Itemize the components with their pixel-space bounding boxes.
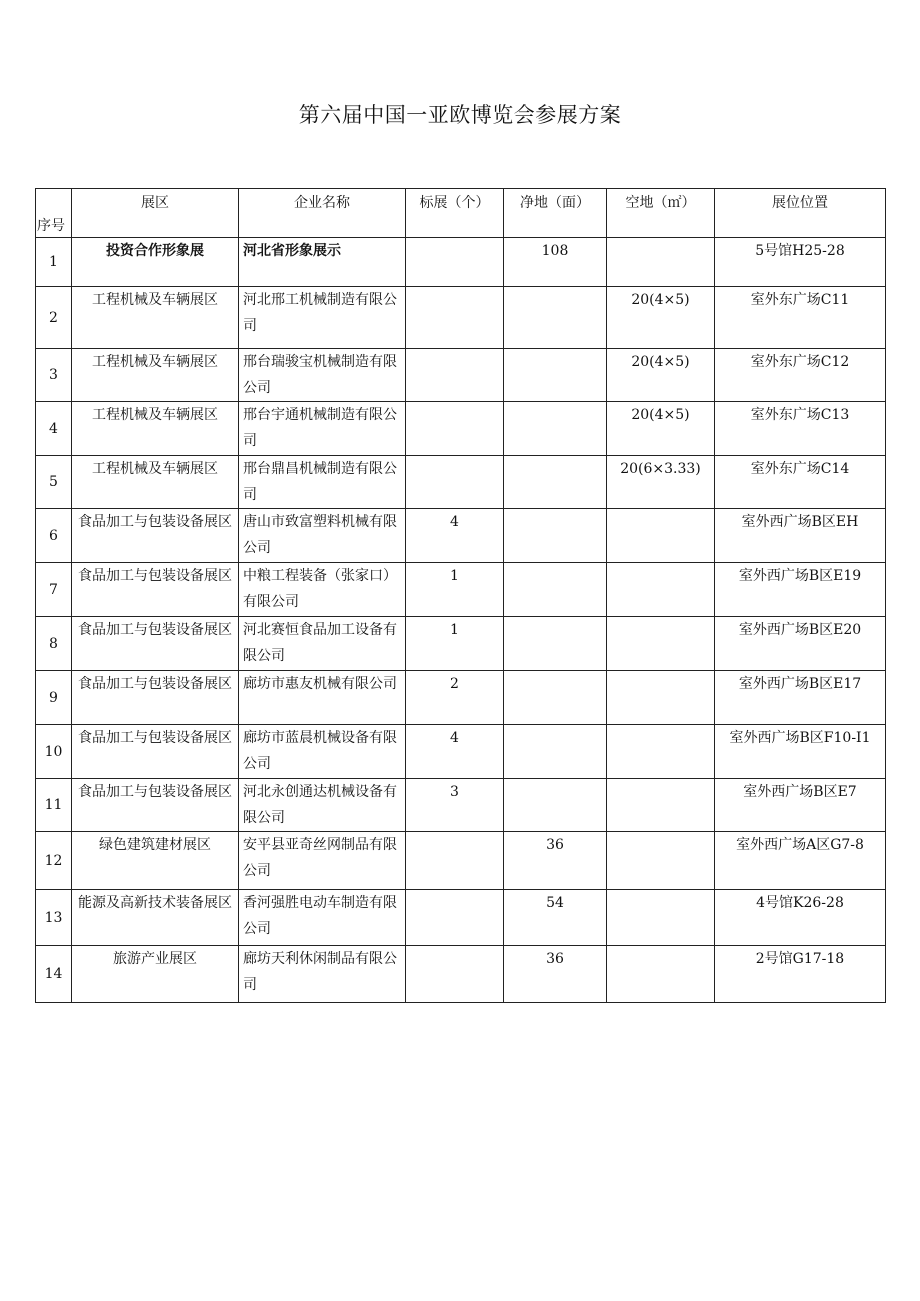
cell-net bbox=[504, 509, 607, 563]
cell-company: 廊坊天利休闲制品有限公司 bbox=[239, 946, 406, 1003]
cell-seq: 13 bbox=[36, 890, 72, 946]
cell-standard bbox=[406, 946, 504, 1003]
cell-open: 20(4×5) bbox=[607, 349, 715, 402]
cell-seq: 8 bbox=[36, 617, 72, 671]
table-row bbox=[36, 238, 886, 287]
cell-standard bbox=[406, 238, 504, 287]
cell-zone: 食品加工与包装设备展区 bbox=[72, 725, 239, 779]
header-company: 企业名称 bbox=[239, 189, 406, 238]
cell-open bbox=[607, 779, 715, 832]
table-row bbox=[36, 725, 886, 779]
cell-location: 室外西广场A区G7-8 bbox=[715, 832, 886, 890]
cell-location: 室外西广场B区E20 bbox=[715, 617, 886, 671]
cell-company: 河北省形象展示 bbox=[239, 238, 406, 287]
cell-standard bbox=[406, 456, 504, 509]
table-row bbox=[36, 402, 886, 456]
table-row bbox=[36, 509, 886, 563]
cell-company: 香河强胜电动车制造有限公司 bbox=[239, 890, 406, 946]
cell-open bbox=[607, 725, 715, 779]
cell-open bbox=[607, 509, 715, 563]
table-row bbox=[36, 671, 886, 725]
cell-company: 廊坊市蓝晨机械设备有限公司 bbox=[239, 725, 406, 779]
cell-net: 108 bbox=[504, 238, 607, 287]
exhibition-plan-table bbox=[35, 188, 886, 1003]
cell-zone: 食品加工与包装设备展区 bbox=[72, 671, 239, 725]
cell-net bbox=[504, 779, 607, 832]
cell-net bbox=[504, 349, 607, 402]
cell-net bbox=[504, 725, 607, 779]
cell-zone: 能源及高新技术装备展区 bbox=[72, 890, 239, 946]
cell-seq: 3 bbox=[36, 349, 72, 402]
cell-standard: 3 bbox=[406, 779, 504, 832]
cell-seq: 10 bbox=[36, 725, 72, 779]
cell-seq: 2 bbox=[36, 287, 72, 349]
cell-company: 河北邢工机械制造有限公司 bbox=[239, 287, 406, 349]
header-seq: 序号 bbox=[36, 189, 72, 238]
cell-open: 20(4×5) bbox=[607, 402, 715, 456]
header-standard: 标展（个） bbox=[406, 189, 504, 238]
cell-standard bbox=[406, 402, 504, 456]
cell-open: 20(6×3.33) bbox=[607, 456, 715, 509]
cell-net bbox=[504, 563, 607, 617]
cell-seq: 11 bbox=[36, 779, 72, 832]
cell-company: 邢台宇通机械制造有限公司 bbox=[239, 402, 406, 456]
cell-open bbox=[607, 890, 715, 946]
cell-net bbox=[504, 671, 607, 725]
cell-location: 室外东广场C12 bbox=[715, 349, 886, 402]
cell-location: 室外东广场C11 bbox=[715, 287, 886, 349]
cell-seq: 5 bbox=[36, 456, 72, 509]
table-row bbox=[36, 890, 886, 946]
cell-location: 2号馆G17-18 bbox=[715, 946, 886, 1003]
cell-open bbox=[607, 946, 715, 1003]
cell-standard: 2 bbox=[406, 671, 504, 725]
cell-net: 36 bbox=[504, 946, 607, 1003]
cell-standard: 4 bbox=[406, 725, 504, 779]
cell-location: 室外西广场B区F10-I1 bbox=[715, 725, 886, 779]
cell-open bbox=[607, 238, 715, 287]
table-row bbox=[36, 563, 886, 617]
cell-company: 河北永创通达机械设备有限公司 bbox=[239, 779, 406, 832]
cell-seq: 4 bbox=[36, 402, 72, 456]
cell-standard: 1 bbox=[406, 617, 504, 671]
cell-net: 36 bbox=[504, 832, 607, 890]
cell-standard: 1 bbox=[406, 563, 504, 617]
document-title: 第六届中国一亚欧博览会参展方案 bbox=[298, 103, 622, 127]
cell-zone: 投资合作形象展 bbox=[72, 238, 239, 287]
cell-open bbox=[607, 832, 715, 890]
table-header-row bbox=[36, 189, 886, 238]
cell-open bbox=[607, 617, 715, 671]
cell-zone: 食品加工与包装设备展区 bbox=[72, 563, 239, 617]
cell-standard: 4 bbox=[406, 509, 504, 563]
cell-location: 室外西广场B区EH bbox=[715, 509, 886, 563]
cell-zone: 食品加工与包装设备展区 bbox=[72, 779, 239, 832]
cell-seq: 6 bbox=[36, 509, 72, 563]
cell-open: 20(4×5) bbox=[607, 287, 715, 349]
cell-standard bbox=[406, 349, 504, 402]
cell-company: 河北赛恒食品加工设备有限公司 bbox=[239, 617, 406, 671]
cell-standard bbox=[406, 890, 504, 946]
cell-seq: 12 bbox=[36, 832, 72, 890]
table-row bbox=[36, 617, 886, 671]
cell-net bbox=[504, 287, 607, 349]
cell-company: 廊坊市惠友机械有限公司 bbox=[239, 671, 406, 725]
header-location: 展位位置 bbox=[715, 189, 886, 238]
table-row bbox=[36, 946, 886, 1003]
cell-location: 室外东广场C13 bbox=[715, 402, 886, 456]
cell-company: 邢台鼎昌机械制造有限公司 bbox=[239, 456, 406, 509]
cell-seq: 7 bbox=[36, 563, 72, 617]
table-row bbox=[36, 287, 886, 349]
cell-net bbox=[504, 456, 607, 509]
header-net: 净地（面） bbox=[504, 189, 607, 238]
cell-company: 邢台瑞骏宝机械制造有限公司 bbox=[239, 349, 406, 402]
table-row bbox=[36, 456, 886, 509]
cell-net: 54 bbox=[504, 890, 607, 946]
cell-location: 4号馆K26-28 bbox=[715, 890, 886, 946]
cell-open bbox=[607, 671, 715, 725]
cell-zone: 工程机械及车辆展区 bbox=[72, 287, 239, 349]
table-row bbox=[36, 779, 886, 832]
cell-seq: 9 bbox=[36, 671, 72, 725]
cell-zone: 工程机械及车辆展区 bbox=[72, 456, 239, 509]
cell-standard bbox=[406, 832, 504, 890]
cell-zone: 旅游产业展区 bbox=[72, 946, 239, 1003]
table-row bbox=[36, 832, 886, 890]
cell-location: 室外西广场B区E7 bbox=[715, 779, 886, 832]
cell-location: 室外西广场B区E19 bbox=[715, 563, 886, 617]
cell-net bbox=[504, 402, 607, 456]
cell-company: 安平县亚奇丝网制品有限公司 bbox=[239, 832, 406, 890]
header-open: 空地（㎡） bbox=[607, 189, 715, 238]
table-row bbox=[36, 349, 886, 402]
cell-location: 室外东广场C14 bbox=[715, 456, 886, 509]
cell-zone: 食品加工与包装设备展区 bbox=[72, 509, 239, 563]
cell-standard bbox=[406, 287, 504, 349]
cell-zone: 绿色建筑建材展区 bbox=[72, 832, 239, 890]
cell-seq: 14 bbox=[36, 946, 72, 1003]
cell-net bbox=[504, 617, 607, 671]
cell-company: 中粮工程装备（张家口）有限公司 bbox=[239, 563, 406, 617]
cell-open bbox=[607, 563, 715, 617]
header-zone: 展区 bbox=[72, 189, 239, 238]
cell-location: 5号馆H25-28 bbox=[715, 238, 886, 287]
cell-seq: 1 bbox=[36, 238, 72, 287]
cell-company: 唐山市致富塑料机械有限公司 bbox=[239, 509, 406, 563]
cell-zone: 工程机械及车辆展区 bbox=[72, 349, 239, 402]
cell-zone: 食品加工与包装设备展区 bbox=[72, 617, 239, 671]
cell-location: 室外西广场B区E17 bbox=[715, 671, 886, 725]
cell-zone: 工程机械及车辆展区 bbox=[72, 402, 239, 456]
